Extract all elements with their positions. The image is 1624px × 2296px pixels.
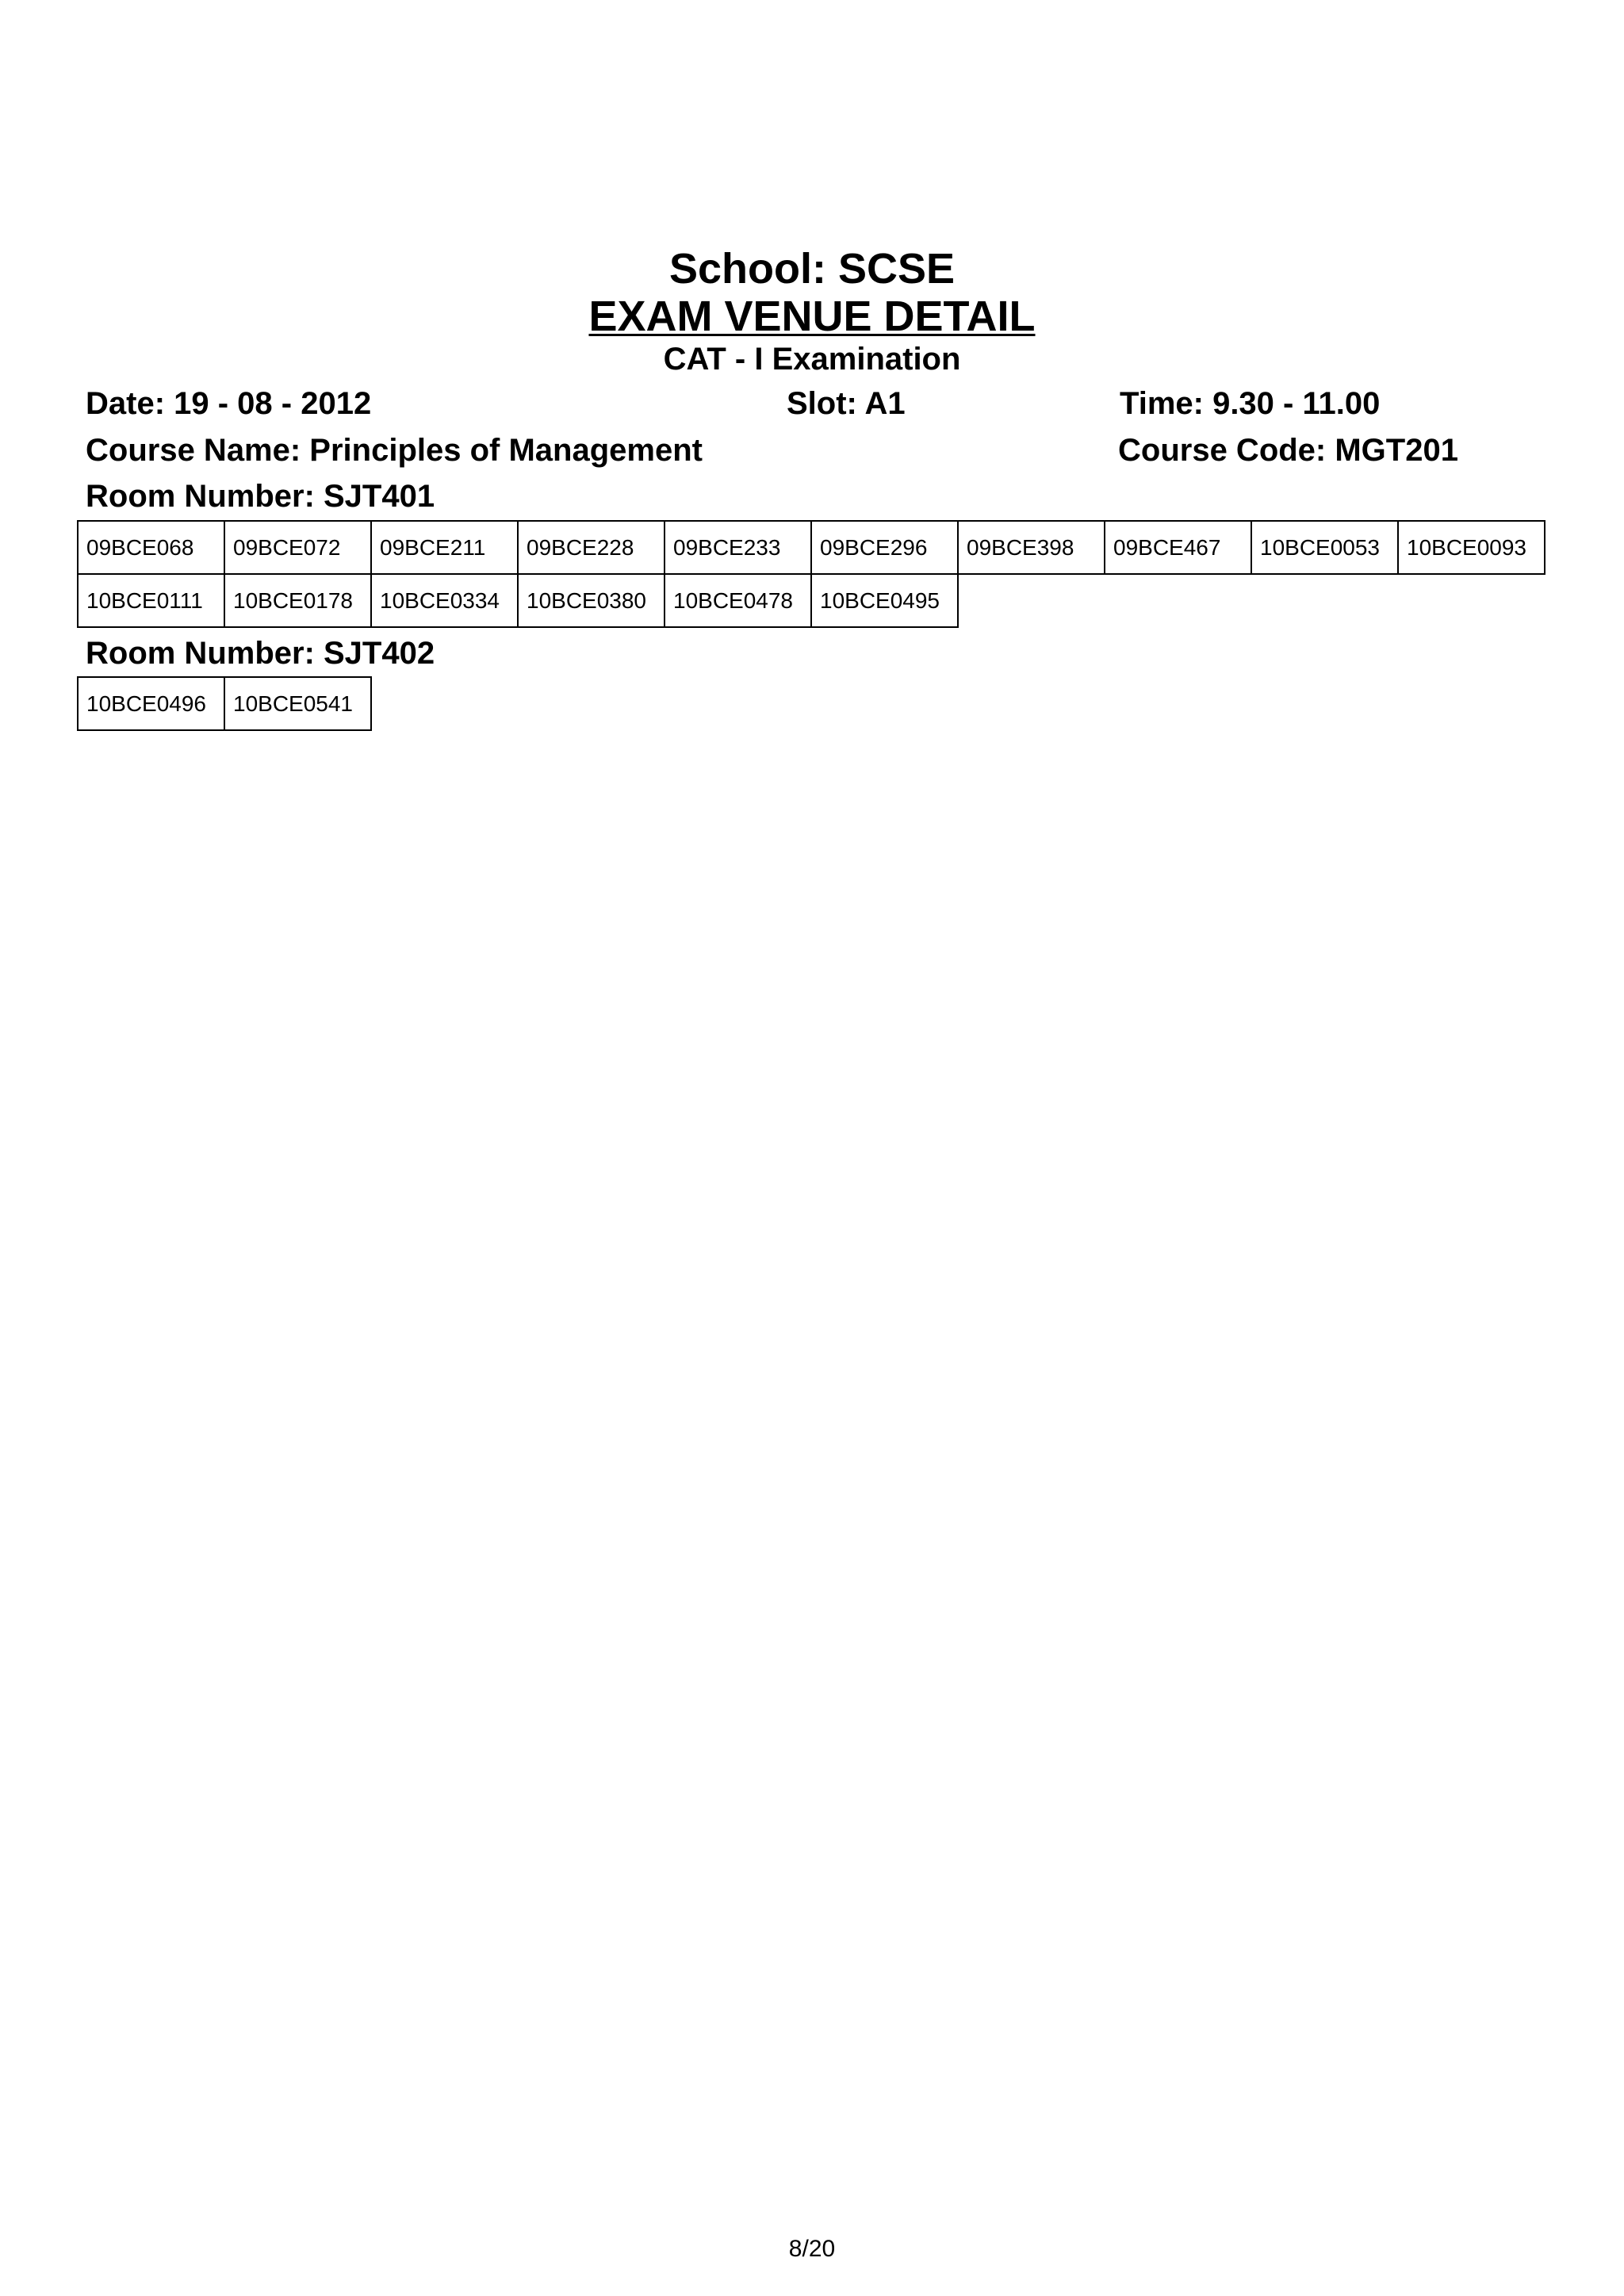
student-cell: 10BCE0496	[78, 677, 224, 730]
exam-date: Date: 19 - 08 - 2012	[86, 386, 372, 421]
exam-name: CAT - I Examination	[663, 342, 961, 377]
student-cell: 10BCE0380	[518, 574, 665, 627]
empty-cell	[1398, 574, 1545, 627]
student-cell: 10BCE0178	[224, 574, 371, 627]
student-cell: 10BCE0495	[811, 574, 958, 627]
room-roster-table	[77, 520, 1545, 628]
student-cell: 10BCE0478	[665, 574, 811, 627]
room-label: Room Number: SJT401	[86, 479, 435, 514]
student-cell: 10BCE0093	[1398, 521, 1545, 574]
room-roster-table	[77, 676, 372, 731]
student-cell: 09BCE398	[958, 521, 1105, 574]
student-cell: 10BCE0334	[371, 574, 518, 627]
exam-time: Time: 9.30 - 11.00	[1120, 386, 1381, 421]
student-cell: 09BCE228	[518, 521, 665, 574]
empty-cell	[1251, 574, 1398, 627]
student-cell: 10BCE0541	[224, 677, 371, 730]
table-row	[78, 521, 1545, 574]
table-row	[78, 574, 1545, 627]
student-cell: 09BCE296	[811, 521, 958, 574]
student-cell: 09BCE467	[1105, 521, 1251, 574]
student-cell: 10BCE0053	[1251, 521, 1398, 574]
empty-cell	[1105, 574, 1251, 627]
table-row	[78, 677, 371, 730]
page-number: 8/20	[788, 2236, 836, 2262]
room-label: Room Number: SJT402	[86, 636, 435, 671]
student-cell: 10BCE0111	[78, 574, 224, 627]
student-cell: 09BCE233	[665, 521, 811, 574]
student-cell: 09BCE211	[371, 521, 518, 574]
student-cell: 09BCE068	[78, 521, 224, 574]
school-heading: School: SCSE	[668, 245, 956, 293]
course-code: Course Code: MGT201	[1118, 433, 1458, 468]
student-cell: 09BCE072	[224, 521, 371, 574]
course-name: Course Name: Principles of Management	[86, 433, 703, 468]
page-title: EXAM VENUE DETAIL	[588, 293, 1036, 340]
empty-cell	[958, 574, 1105, 627]
exam-slot: Slot: A1	[787, 386, 906, 421]
